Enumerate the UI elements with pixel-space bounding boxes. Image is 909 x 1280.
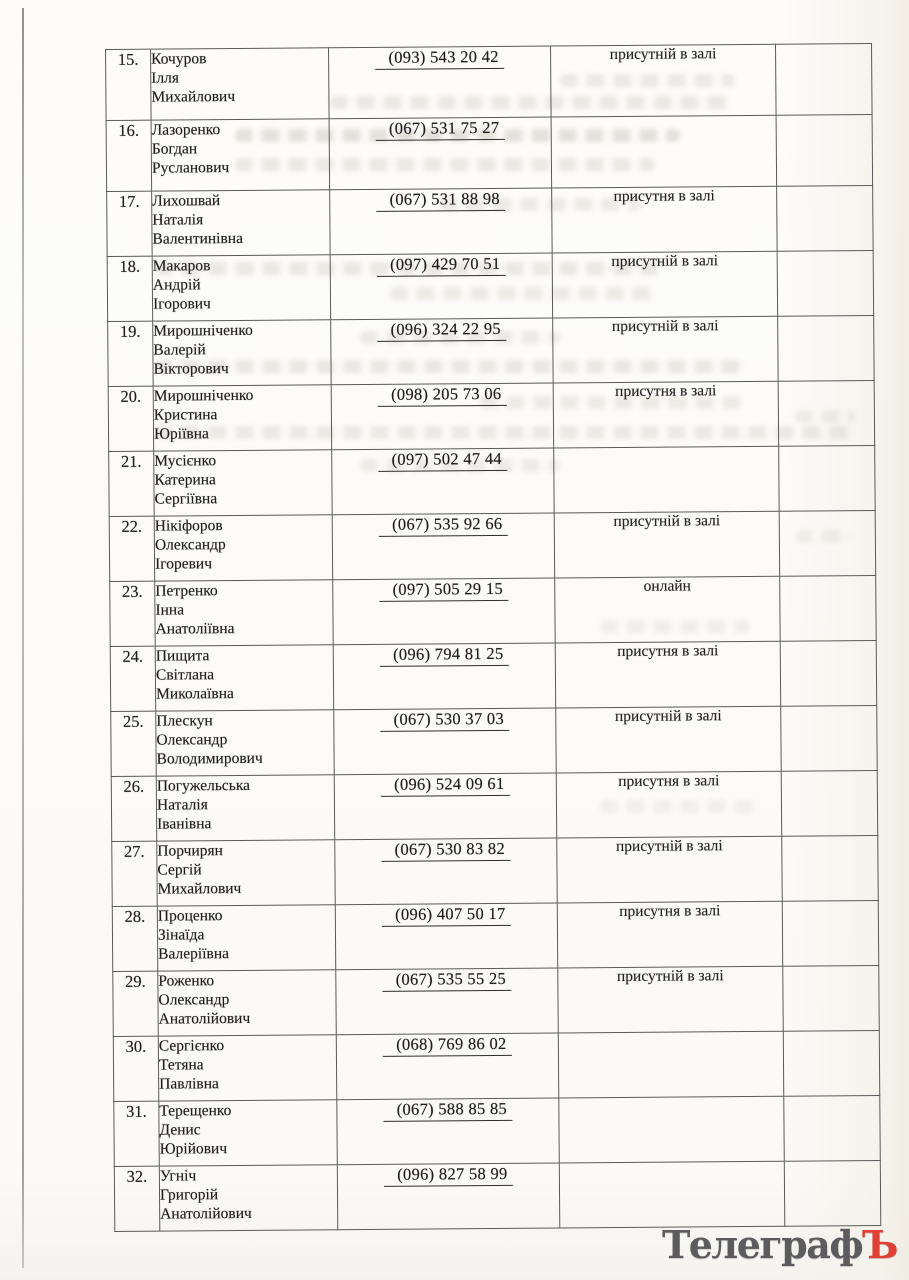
- row-number: 22.: [109, 516, 155, 581]
- person-name-cell: [152, 255, 331, 321]
- table-row: [107, 185, 873, 256]
- person-name-cell: [154, 515, 333, 581]
- phone-cell: [336, 968, 559, 1035]
- phone-cell: [334, 708, 557, 775]
- patronymic: Анатолійович: [158, 1009, 251, 1028]
- row-number: 27.: [112, 841, 158, 906]
- person-name-cell: [155, 580, 334, 646]
- page-edge-shadow: [22, 8, 24, 1268]
- person-name-cell: [156, 775, 335, 841]
- phone-number: (067) 535 92 66: [379, 514, 508, 537]
- status-cell: [551, 44, 777, 117]
- surname: Кочуров: [151, 50, 207, 68]
- notes-cell: [778, 315, 875, 381]
- patronymic: Ігоревич: [155, 555, 213, 573]
- phone-number: (067) 588 85 85: [384, 1099, 513, 1122]
- phone-number: (067) 530 83 82: [382, 839, 511, 862]
- row-number: 23.: [110, 581, 156, 646]
- phone-cell: [337, 1098, 560, 1165]
- status-cell: [551, 115, 777, 188]
- table-row: [107, 250, 873, 321]
- surname: Плескун: [156, 712, 213, 730]
- phone-number: (097) 505 29 15: [380, 579, 509, 602]
- person-name-cell: [154, 450, 333, 516]
- first-name: Валерій: [153, 341, 206, 359]
- first-name: Зінаїда: [157, 926, 205, 944]
- surname: Проценко: [157, 907, 223, 925]
- surname: Роженко: [158, 972, 215, 990]
- first-name: Олександр: [156, 731, 228, 749]
- status-cell: [557, 901, 783, 968]
- person-name-cell: [153, 320, 332, 386]
- attendance-status: присутній в залі: [614, 707, 722, 726]
- person-name-cell: [152, 190, 331, 256]
- surname: Макаров: [152, 257, 211, 275]
- table-row: [108, 380, 874, 451]
- row-number: 24.: [110, 646, 156, 711]
- attendance-status: присутній в залі: [616, 967, 724, 986]
- first-name: Денис: [159, 1121, 201, 1139]
- row-number: 19.: [108, 321, 154, 386]
- status-cell: [555, 641, 781, 708]
- status-cell: [558, 1031, 784, 1098]
- first-name: Кристина: [153, 406, 218, 424]
- notes-cell: [782, 900, 879, 966]
- status-cell: [556, 771, 782, 838]
- notes-cell: [777, 250, 874, 316]
- notes-cell: [784, 1160, 881, 1226]
- patronymic: Юріївна: [153, 425, 209, 443]
- patronymic: Михайлович: [157, 879, 242, 898]
- surname: Погужельська: [156, 776, 251, 795]
- attendance-status: присутній в залі: [609, 45, 717, 64]
- table-row: [106, 43, 873, 120]
- status-cell: [557, 836, 783, 903]
- status-cell: [558, 966, 784, 1033]
- row-number: 15.: [106, 49, 152, 120]
- table-row: [111, 705, 877, 776]
- table-row: [106, 114, 873, 191]
- phone-number: (067) 530 37 03: [381, 709, 510, 732]
- row-number: 26.: [111, 776, 157, 841]
- person-name-cell: [151, 48, 330, 120]
- person-name-cell: [151, 119, 330, 191]
- phone-cell: [333, 578, 556, 645]
- row-number: 16.: [106, 120, 152, 191]
- surname: Угніч: [159, 1167, 197, 1185]
- table-row: [111, 770, 877, 841]
- patronymic: Миколаївна: [156, 685, 234, 703]
- phone-cell: [333, 643, 556, 710]
- table-row: [108, 315, 874, 386]
- first-name: Інна: [155, 601, 185, 619]
- phone-number: (068) 769 86 02: [383, 1034, 512, 1057]
- notes-cell: [779, 445, 876, 511]
- status-cell: [555, 576, 781, 643]
- notes-cell: [776, 114, 873, 186]
- phone-number: (096) 794 81 25: [380, 644, 509, 667]
- patronymic: Ігорович: [152, 295, 211, 313]
- attendance-status: присутній в залі: [613, 512, 721, 531]
- phone-cell: [330, 188, 553, 255]
- first-name: Ілля: [151, 69, 180, 87]
- attendance-status: присутня в залі: [613, 187, 715, 206]
- first-name: Катерина: [154, 471, 216, 489]
- notes-cell: [781, 770, 878, 836]
- row-number: 30.: [113, 1036, 159, 1101]
- patronymic: Русланович: [151, 159, 230, 177]
- first-name: Олександр: [158, 991, 230, 1009]
- notes-cell: [782, 835, 879, 901]
- patronymic: Анатолійович: [160, 1204, 252, 1223]
- table-row: [109, 445, 875, 516]
- phone-cell: [331, 383, 554, 450]
- notes-cell: [783, 965, 880, 1031]
- row-number: 32.: [114, 1166, 160, 1231]
- status-cell: [552, 186, 778, 253]
- person-name-cell: [155, 645, 334, 711]
- phone-number: (096) 407 50 17: [382, 904, 511, 927]
- phone-number: (097) 502 47 44: [378, 449, 507, 472]
- patronymic: Анатоліївна: [155, 620, 235, 638]
- phone-number: (097) 429 70 51: [377, 254, 506, 277]
- first-name: Сергій: [157, 861, 202, 879]
- table-row: [114, 1095, 880, 1166]
- phone-number: (098) 205 73 06: [378, 384, 507, 407]
- row-number: 28.: [112, 906, 158, 971]
- phone-cell: [337, 1163, 560, 1230]
- patronymic: Павлівна: [159, 1075, 219, 1093]
- status-cell: [553, 316, 779, 383]
- row-number: 18.: [107, 256, 153, 321]
- surname: Петренко: [155, 582, 218, 600]
- phone-number: (093) 543 20 42: [375, 47, 504, 70]
- status-cell: [556, 706, 782, 773]
- first-name: Олександр: [154, 536, 226, 554]
- attendance-status: онлайн: [643, 577, 691, 595]
- attendance-table-wrap: [105, 43, 880, 1232]
- surname: Мирошніченко: [153, 386, 254, 405]
- phone-number: (096) 524 09 61: [381, 774, 510, 797]
- first-name: Андрій: [152, 276, 201, 294]
- phone-cell: [336, 1033, 559, 1100]
- person-name-cell: [158, 1035, 337, 1101]
- phone-cell: [332, 448, 555, 515]
- notes-cell: [776, 43, 873, 115]
- phone-cell: [335, 838, 558, 905]
- watermark-text: Телеграф: [661, 1222, 863, 1267]
- table-row: [110, 640, 876, 711]
- status-cell: [553, 381, 779, 448]
- patronymic: Валентинівна: [152, 229, 244, 248]
- first-name: Тетяна: [158, 1056, 204, 1074]
- table-row: [113, 965, 879, 1036]
- notes-cell: [779, 510, 876, 576]
- attendance-status: присутній в залі: [611, 317, 719, 336]
- phone-cell: [332, 513, 555, 580]
- surname: Сергієнко: [158, 1037, 225, 1055]
- attendance-status: присутня в залі: [615, 382, 717, 401]
- attendance-status: присутній в залі: [615, 837, 723, 856]
- watermark-telegraf: [661, 1222, 897, 1267]
- first-name: Світлана: [155, 666, 215, 684]
- phone-cell: [329, 46, 552, 119]
- surname: Пищита: [155, 647, 210, 665]
- status-cell: [559, 1161, 785, 1228]
- row-number: 31.: [114, 1101, 160, 1166]
- surname: Нікіфоров: [154, 517, 223, 535]
- watermark-letter: Ъ: [862, 1222, 897, 1267]
- patronymic: Володимирович: [156, 749, 263, 768]
- phone-cell: [334, 773, 557, 840]
- row-number: 25.: [111, 711, 157, 776]
- status-cell: [554, 446, 780, 513]
- person-name-cell: [157, 905, 336, 971]
- table-row: [110, 575, 876, 646]
- notes-cell: [778, 380, 875, 446]
- row-number: 29.: [113, 971, 159, 1036]
- attendance-table: [105, 43, 881, 1232]
- table-row: [112, 835, 878, 906]
- attendance-table-body: [106, 43, 881, 1231]
- attendance-status: присутня в залі: [617, 642, 719, 661]
- notes-cell: [777, 185, 874, 251]
- first-name: Наталія: [156, 796, 208, 814]
- notes-cell: [781, 705, 878, 771]
- patronymic: Михайлович: [151, 87, 236, 106]
- table-row: [109, 510, 875, 581]
- surname: Мусієнко: [154, 452, 217, 470]
- phone-number: (096) 324 22 95: [377, 319, 506, 342]
- phone-cell: [330, 253, 553, 320]
- surname: Терещенко: [159, 1102, 232, 1120]
- first-name: Наталія: [152, 211, 204, 229]
- status-cell: [552, 251, 778, 318]
- status-cell: [559, 1096, 785, 1163]
- person-name-cell: [157, 840, 336, 906]
- person-name-cell: [158, 970, 337, 1036]
- surname: Мирошніченко: [153, 321, 253, 340]
- patronymic: Юрійович: [159, 1140, 228, 1158]
- person-name-cell: [159, 1100, 338, 1166]
- first-name: Богдан: [151, 140, 198, 158]
- person-name-cell: [156, 710, 335, 776]
- status-cell: [554, 511, 780, 578]
- table-row: [114, 1160, 880, 1231]
- phone-number: (067) 531 75 27: [376, 118, 505, 141]
- attendance-status: присутня в залі: [619, 902, 721, 921]
- surname: Порчирян: [157, 842, 223, 860]
- phone-cell: [331, 318, 554, 385]
- person-name-cell: [153, 385, 332, 451]
- first-name: Григорій: [159, 1186, 219, 1204]
- patronymic: Іванівна: [157, 815, 212, 833]
- phone-cell: [329, 117, 552, 190]
- patronymic: Сергіївна: [154, 490, 218, 508]
- surname: Лихошвай: [152, 192, 221, 210]
- attendance-status: присутня в залі: [618, 772, 720, 791]
- attendance-status: присутній в залі: [611, 252, 719, 271]
- phone-number: (067) 535 55 25: [383, 969, 512, 992]
- notes-cell: [780, 640, 877, 706]
- table-row: [113, 1030, 879, 1101]
- notes-cell: [783, 1030, 880, 1096]
- patronymic: Валеріївна: [158, 945, 230, 963]
- row-number: 21.: [109, 451, 155, 516]
- surname: Лазоренко: [151, 121, 221, 139]
- row-number: 17.: [107, 191, 153, 256]
- notes-cell: [784, 1095, 881, 1161]
- row-number: 20.: [108, 386, 154, 451]
- phone-cell: [335, 903, 558, 970]
- phone-number: (067) 531 88 98: [376, 189, 505, 212]
- table-row: [112, 900, 878, 971]
- patronymic: Вікторович: [153, 360, 229, 378]
- notes-cell: [780, 575, 877, 641]
- person-name-cell: [159, 1165, 338, 1231]
- phone-number: (096) 827 58 99: [384, 1164, 513, 1187]
